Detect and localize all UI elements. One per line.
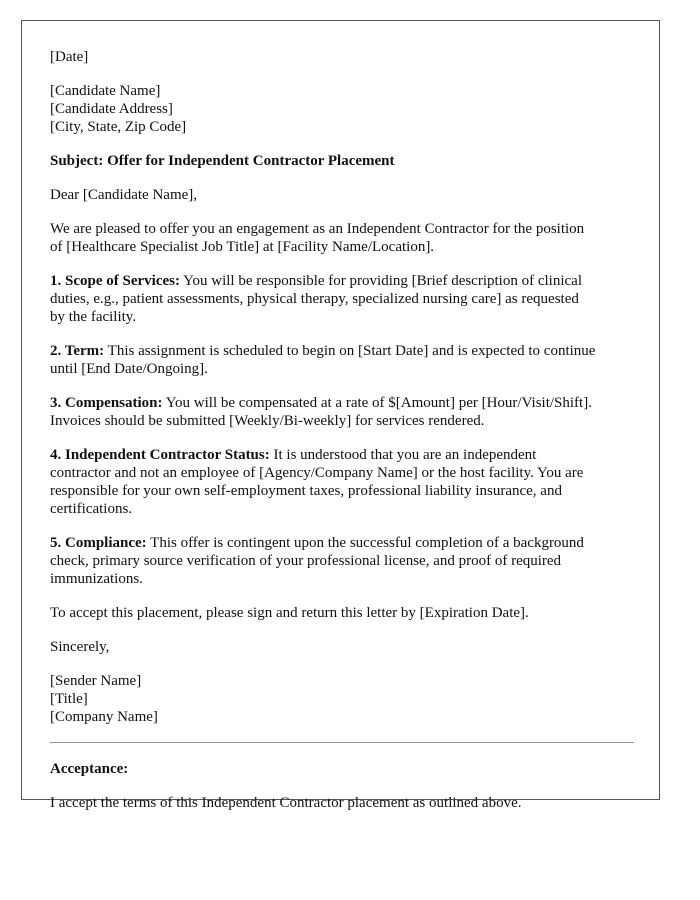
section-heading: 5. Compliance: xyxy=(50,535,147,551)
section-line xyxy=(50,394,635,412)
section-heading: 1. Scope of Services: xyxy=(50,273,180,289)
section-line: by the facility. xyxy=(50,309,137,325)
section-line: immunizations. xyxy=(50,571,143,587)
closing xyxy=(50,638,635,656)
sender-block xyxy=(50,672,635,726)
subject-text: Subject: Offer for Independent Contractor Placement xyxy=(50,153,395,169)
recipient-name: [Candidate Name] xyxy=(50,83,161,99)
section-compliance xyxy=(50,534,635,588)
acceptance-request xyxy=(50,604,635,622)
section-line: check, primary source verification of your professional license, and proof of required xyxy=(50,553,562,569)
section-line xyxy=(50,342,635,360)
section-heading: 4. Independent Contractor Status: xyxy=(50,447,270,463)
recipient-city-state-zip: [City, State, Zip Code] xyxy=(50,119,187,135)
date-text: [Date] xyxy=(50,49,89,65)
section-text: This offer is contingent upon the successful completion of a background xyxy=(146,535,584,551)
section-text: This assignment is scheduled to begin on [Start Date] and is expected to continue xyxy=(104,343,596,359)
section-line: contractor and not an employee of [Agency/Company Name] or the host facility. You are xyxy=(50,465,584,481)
acceptance-heading-block xyxy=(50,760,635,778)
section-line: duties, e.g., patient assessments, physical therapy, specialized nursing care] as requested xyxy=(50,291,579,307)
section-line xyxy=(50,272,635,290)
section-text: You will be compensated at a rate of $[Amount] per [Hour/Visit/Shift]. xyxy=(162,395,592,411)
section-line: Invoices should be submitted [Weekly/Bi-weekly] for services rendered. xyxy=(50,413,485,429)
section-scope-of-services xyxy=(50,272,635,326)
acceptance-heading: Acceptance: xyxy=(50,761,129,777)
intro-line: We are pleased to offer you an engagement as an Independent Contractor for the position xyxy=(50,221,585,237)
letter-page xyxy=(21,20,660,811)
section-divider xyxy=(50,742,634,743)
section-heading: 3. Compensation: xyxy=(50,395,163,411)
section-text: You will be responsible for providing [Brief description of clinical xyxy=(179,273,582,289)
subject-line xyxy=(50,152,635,170)
letter-date xyxy=(50,48,635,66)
closing-text: Sincerely, xyxy=(50,639,110,655)
section-term xyxy=(50,342,635,378)
section-compensation xyxy=(50,394,635,430)
section-line xyxy=(50,534,635,552)
acceptance-request-text: To accept this placement, please sign and return this letter by [Expiration Date]. xyxy=(50,605,529,621)
section-line: responsible for your own self-employment taxes, professional liability insurance, and xyxy=(50,483,562,499)
acceptance-text: I accept the terms of this Independent Contractor placement as outlined above. xyxy=(50,795,522,811)
section-line: certifications. xyxy=(50,501,133,517)
section-heading: 2. Term: xyxy=(50,343,105,359)
sender-name: [Sender Name] xyxy=(50,673,142,689)
salutation-text: Dear [Candidate Name], xyxy=(50,187,198,203)
intro-line: of [Healthcare Specialist Job Title] at [Facility Name/Location]. xyxy=(50,239,435,255)
section-contractor-status xyxy=(50,446,635,518)
sender-title: [Title] xyxy=(50,691,88,707)
salutation xyxy=(50,186,635,204)
sender-company: [Company Name] xyxy=(50,709,158,725)
recipient-block xyxy=(50,82,635,136)
recipient-address: [Candidate Address] xyxy=(50,101,173,117)
section-line: until [End Date/Ongoing]. xyxy=(50,361,208,377)
section-line xyxy=(50,446,635,464)
section-text: It is understood that you are an independent xyxy=(269,447,537,463)
acceptance-statement xyxy=(50,794,635,812)
intro-paragraph xyxy=(50,220,635,256)
letter-content xyxy=(50,48,635,828)
